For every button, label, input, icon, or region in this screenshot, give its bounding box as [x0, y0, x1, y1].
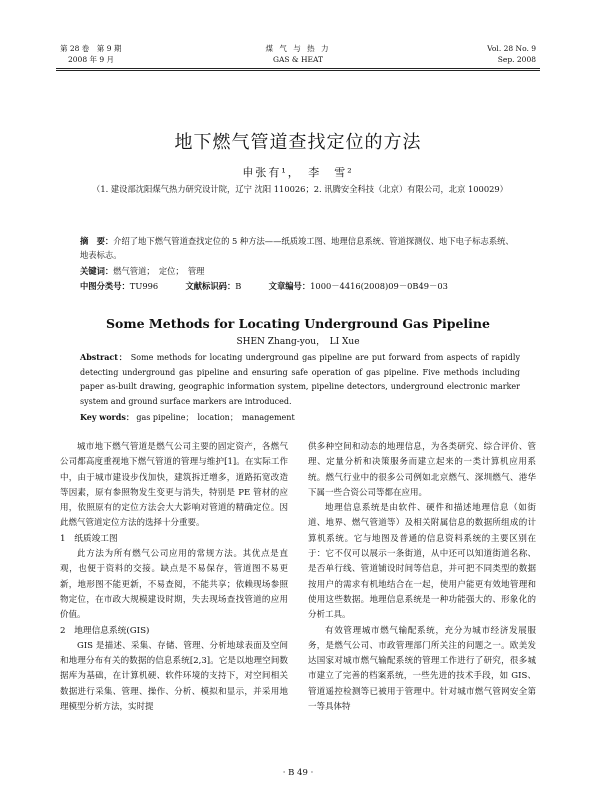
header-vol-en: Vol. 28 No. 9: [487, 44, 536, 53]
paper-title: 地下燃气管道查找定位的方法: [174, 132, 422, 153]
english-keywords: [80, 410, 520, 426]
gis-definition-paragraph: 地理信息系统是由软件、硬件和描述地理信息（如街道、地界、燃气管道等）及相关附属信息的数据所组成的计算机系统。它与地图及普通的信息资料系统的主要区别在于：它不仅可以展示一条街道，从中还可以知道街道名称、是否单行线、管道铺设时间等信息，并可把不同类型的数据按用户的需求有机地结合在一起，使用户能更有效地管理和使用这些数据。地理信息系统是一种功能强大的、形象化的分析工具。: [308, 503, 536, 621]
article-no-label: 文章编号：: [268, 281, 311, 291]
management-paragraph: 有效管理城市燃气输配系统，充分为城市经济发展服务，是燃气公司、市政管理部门所关注的问题之一。欧美发达国家对城市燃气输配系统的管理工作进行了研究，很多城市建立了完善的档案系统，一些先进的技术手段，如 GIS、管道遥控检测等已被用于管理中。针对城市燃气管网安全第一等具体特: [308, 625, 536, 713]
header-date-en: Sep. 2008: [497, 55, 536, 64]
header-rule-2: [56, 70, 540, 71]
abstract-label: 摘 要：: [80, 236, 114, 246]
english-abstract-label: Abstract：: [80, 352, 128, 362]
journal-name-en: GAS & HEAT: [272, 55, 323, 64]
body-right-column: [308, 440, 536, 715]
journal-name-cn: 煤 气 与 热 力: [265, 44, 331, 53]
body-left-column: [60, 440, 288, 715]
keywords-cn: [80, 264, 520, 278]
intro-paragraph: 城市地下燃气管道是燃气公司主要的固定资产，各燃气公司都高度重视地下燃气管道的管理与维护[1]。在实际工作中，由于城市建设步伐加快，建筑拆迁增多，道路拓宽改造等因素，原有参照物发生变更与消失，特别是 PE 管材的应用，依照原有的定位方法会大大影响对管道的精确定位。因此燃气管道定位方法的选择十分重要。: [60, 442, 288, 529]
header-rule: [56, 68, 540, 69]
english-abstract: [80, 350, 520, 409]
header-date: 2008 年 9 月: [68, 55, 115, 64]
section-2-heading: 2 地理信息系统(GIS): [60, 625, 150, 636]
abstract-text: 介绍了地下燃气管道查找定位的 5 种方法——纸质竣工图、地理信息系统、管道探测仪、地下电子标志系统、地表标志。: [80, 236, 514, 260]
paper-authors: 申张有¹， 李 雪²: [242, 166, 354, 179]
header-volume: 第 28 卷 第 9 期: [60, 44, 122, 53]
section-2-paragraph: GIS 是描述、采集、存储、管理、分析地球表面及空间和地理分布有关的数据的信息系统[2,3]。它是以地理空间数据库为基础，在计算机硬、软件环境的支持下，对空间相关数据进行采集、管理、操作、分析、模拟和显示，并采用地理模型分析方法，实时提: [60, 640, 288, 713]
page-number: · B 49 ·: [282, 768, 314, 778]
english-title: Some Methods for Locating Underground Gas Pipeline: [106, 316, 490, 331]
keywords-label: 关键词：: [80, 266, 114, 276]
english-keywords-text: gas pipeline； location； management: [136, 413, 295, 422]
english-abstract-text: Some methods for locating underground gas pipeline are put forward from aspects of rapidly detecting underground gas pipeline and ensuring safe operation of gas pipeline. Five methods including paper as-built drawing, geographic information system, pipeline detectors, underground electronic marker system and ground surface markers are introduced.: [80, 353, 520, 406]
section-1-heading: 1 纸质竣工图: [60, 533, 118, 544]
section-1-paragraph: 此方法为所有燃气公司应用的常规方法。其优点是直观，也便于资料的交接。缺点是不易保存，管道图不易更新，地形图不能更新，不易查阅，不能共享；依赖现场参照物定位，在市政大规模建设时期，失去现场查找管道的应用价值。: [60, 549, 288, 621]
abstract-cn: [80, 234, 520, 262]
doc-code-label: 文献标识码：: [185, 281, 236, 291]
doc-code-value: B: [235, 281, 242, 291]
keywords-text: 燃气管道； 定位； 管理: [113, 266, 205, 276]
continued-paragraph: 供多种空间和动态的地理信息，为各类研究、综合评价、管理、定量分析和决策服务而建立起来的一类计算机应用系统。燃气行业中的很多公司例如北京燃气、深圳燃气、港华下属一些合资公司等都在应用。: [308, 442, 536, 498]
classification-line: [80, 279, 520, 293]
affiliation: （1. 建设部沈阳煤气热力研究设计院，辽宁 沈阳 110026；2. 讯腾安全科技（北京）有限公司，北京 100029）: [92, 184, 508, 194]
article-no-value: 1000－4416(2008)09－0B49－03: [310, 281, 448, 291]
clc-label: 中图分类号：: [80, 281, 130, 291]
clc-value: TU996: [129, 281, 159, 291]
english-keywords-label: Key words：: [80, 412, 134, 422]
english-authors: SHEN Zhang-you， LI Xue: [236, 337, 360, 347]
